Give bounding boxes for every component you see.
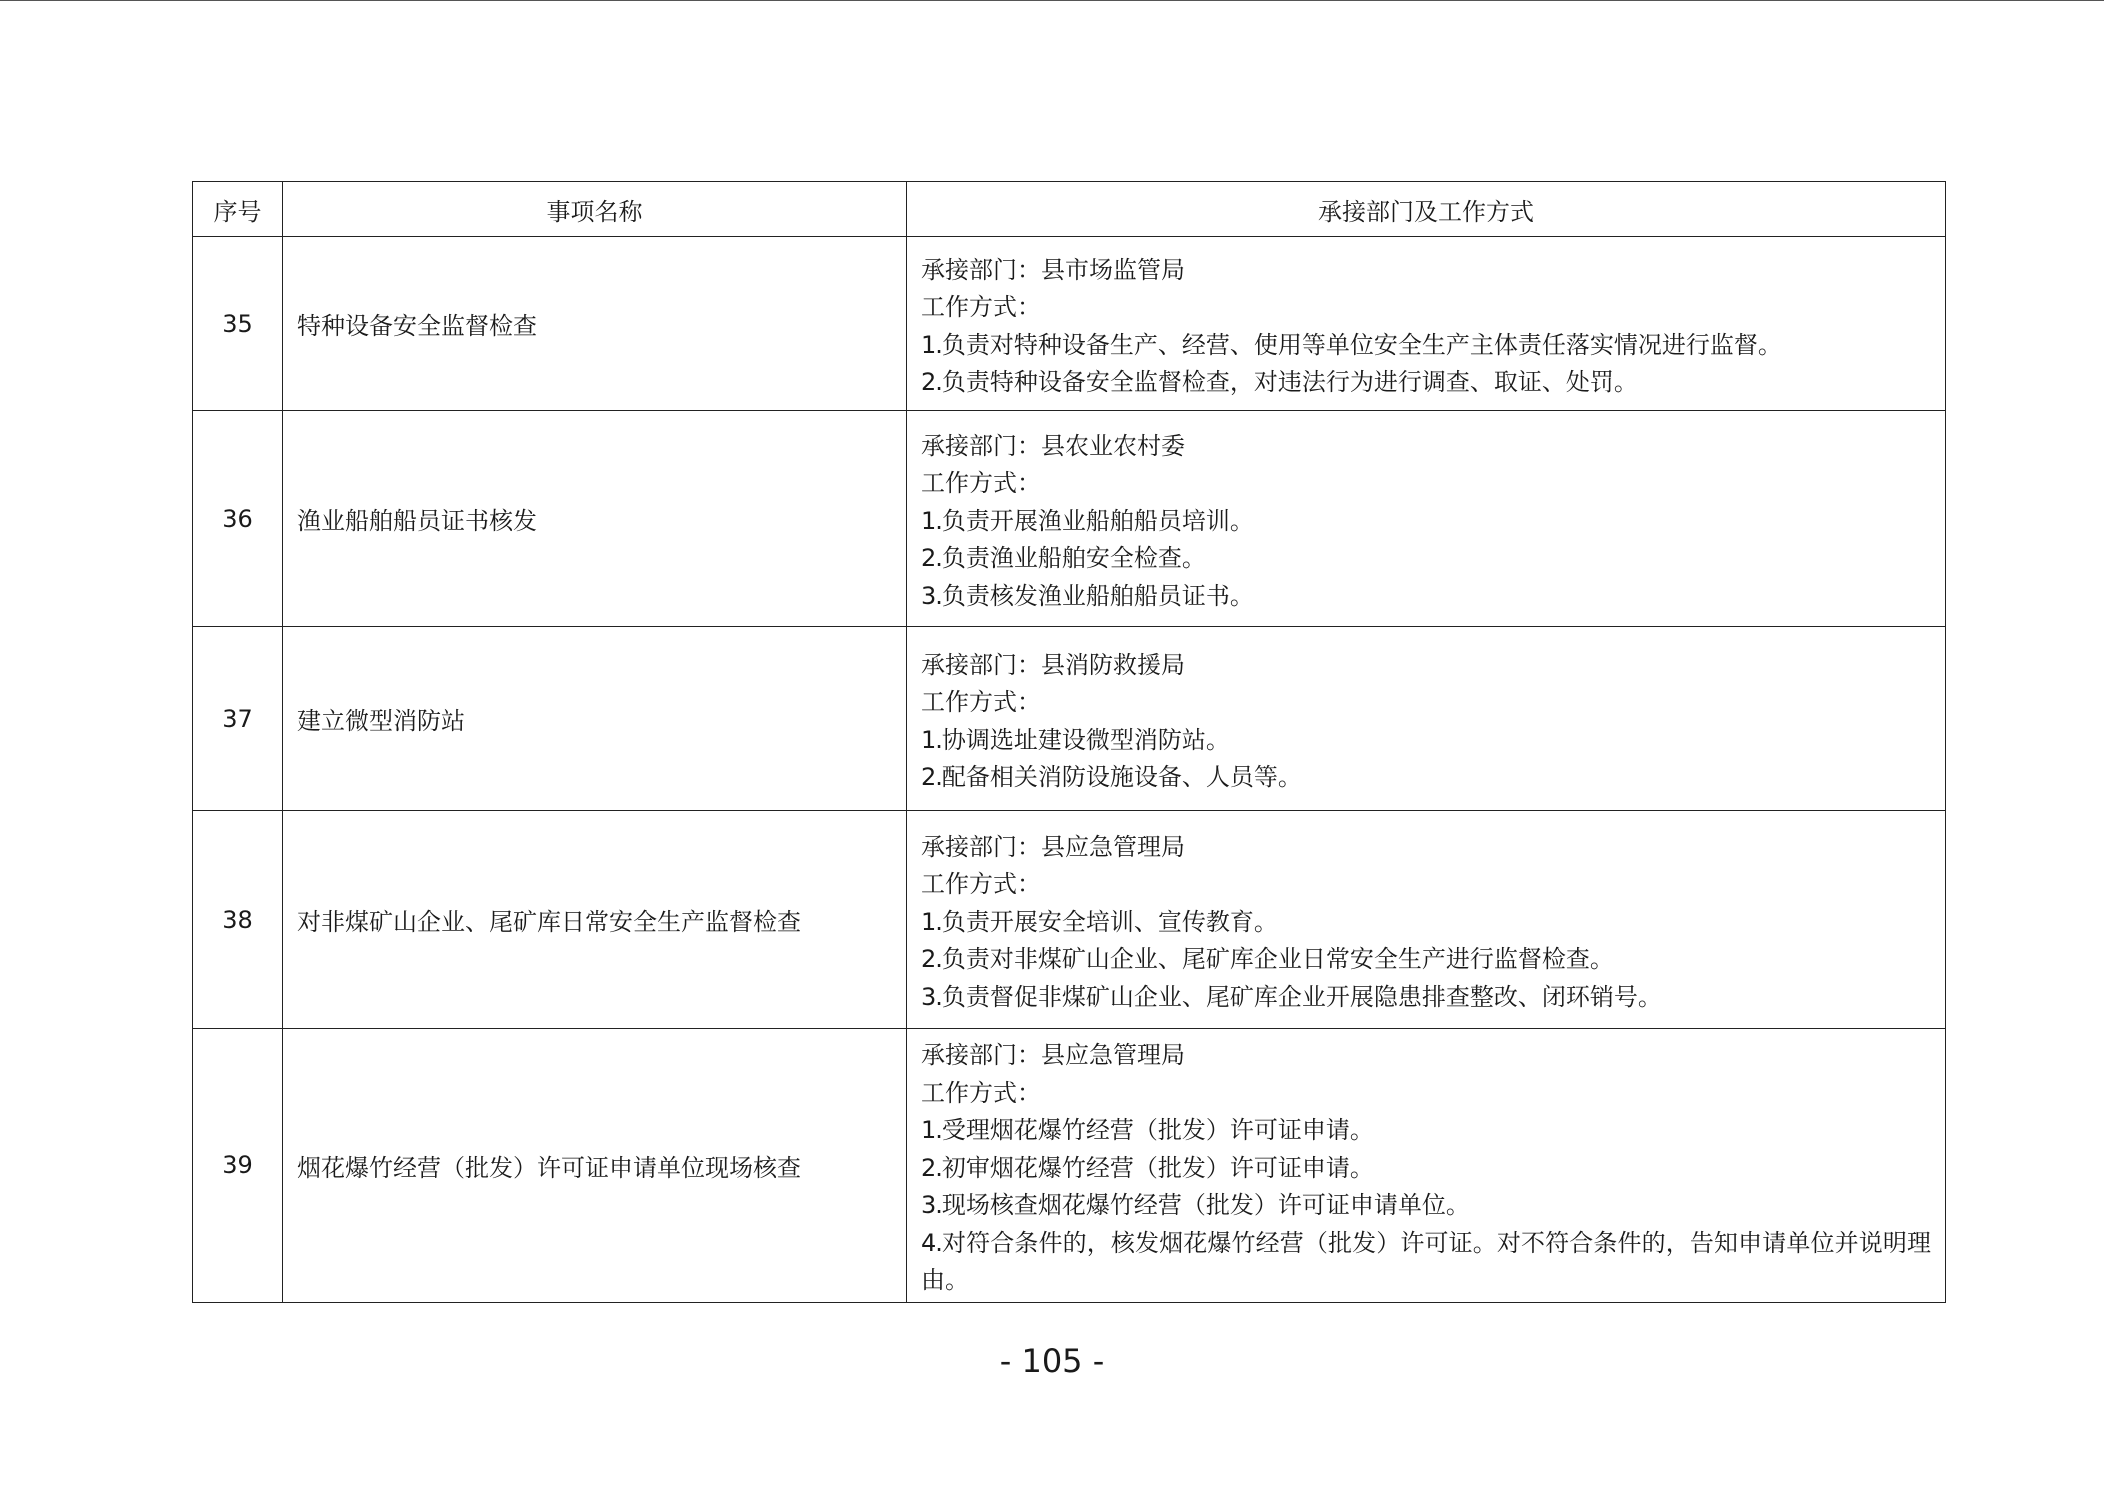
step-number: 2. xyxy=(921,945,942,974)
method-step xyxy=(921,722,1931,760)
row-department-method xyxy=(907,811,1946,1029)
method-label: 工作方式： xyxy=(921,688,1041,716)
step-number: 1. xyxy=(921,1116,942,1144)
method-step xyxy=(921,503,1931,541)
method-step xyxy=(921,1150,1931,1188)
table-row xyxy=(193,237,1946,411)
method-label: 工作方式： xyxy=(921,293,1041,321)
step-text: 负责开展渔业船舶船员培训。 xyxy=(941,506,1254,535)
step-number: 1. xyxy=(921,725,942,754)
department-line: 承接部门：县消防救援局 xyxy=(921,650,1185,679)
step-text: 负责核发渔业船舶船员证书。 xyxy=(941,581,1254,610)
step-text: 协调选址建设微型消防站。 xyxy=(941,725,1230,754)
department-line: 承接部门：县应急管理局 xyxy=(921,1041,1185,1069)
step-text: 负责渔业船舶安全检查。 xyxy=(941,544,1206,573)
step-number: 3. xyxy=(921,581,942,610)
page-top-border xyxy=(0,0,2104,1)
page-number: - 105 - xyxy=(999,1342,1105,1380)
row-item-name: 对非煤矿山企业、尾矿库日常安全生产监督检查 xyxy=(283,811,907,1029)
method-step xyxy=(921,1112,1931,1150)
step-text: 负责督促非煤矿山企业、尾矿库企业开展隐患排查整改、闭环销号。 xyxy=(941,982,1662,1011)
step-text: 现场核查烟花爆竹经营（批发）许可证申请单位。 xyxy=(941,1191,1470,1219)
method-step xyxy=(921,578,1931,616)
table-row xyxy=(193,411,1946,627)
method-step xyxy=(921,364,1931,402)
step-number: 2. xyxy=(921,368,942,396)
step-number: 1. xyxy=(921,907,942,936)
row-serial-number: 35 xyxy=(193,237,283,411)
method-step xyxy=(921,1187,1931,1225)
method-step xyxy=(921,979,1931,1017)
step-number: 3. xyxy=(921,982,942,1011)
step-number: 2. xyxy=(921,1153,942,1182)
row-serial-number: 39 xyxy=(193,1029,283,1303)
step-text: 对符合条件的，核发烟花爆竹经营（批发）许可证。对不符合条件的，告知申请单位并说明理由。 xyxy=(921,1228,1931,1294)
step-number: 2. xyxy=(921,544,942,573)
row-serial-number: 38 xyxy=(193,811,283,1029)
step-text: 负责开展安全培训、宣传教育。 xyxy=(941,907,1278,936)
method-step xyxy=(921,904,1931,942)
items-table xyxy=(192,181,1946,1303)
row-item-name: 渔业船舶船员证书核发 xyxy=(283,411,907,627)
step-text: 初审烟花爆竹经营（批发）许可证申请。 xyxy=(941,1153,1374,1182)
step-text: 负责特种设备安全监督检查，对违法行为进行调查、取证、处罚。 xyxy=(941,368,1638,396)
row-department-method xyxy=(907,237,1946,411)
department-line: 承接部门：县应急管理局 xyxy=(921,832,1185,861)
row-item-name: 建立微型消防站 xyxy=(283,627,907,811)
method-step xyxy=(921,1225,1931,1300)
step-number: 1. xyxy=(921,506,942,535)
row-department-method xyxy=(907,627,1946,811)
step-text: 配备相关消防设施设备、人员等。 xyxy=(941,763,1302,791)
step-text: 负责对非煤矿山企业、尾矿库企业日常安全生产进行监督检查。 xyxy=(941,945,1614,974)
step-number: 3. xyxy=(921,1191,942,1219)
department-line: 承接部门：县农业农村委 xyxy=(921,431,1185,460)
step-number: 1. xyxy=(921,330,942,359)
row-department-method xyxy=(907,1029,1946,1303)
step-number: 4. xyxy=(921,1228,942,1257)
row-item-name: 特种设备安全监督检查 xyxy=(283,237,907,411)
row-item-name: 烟花爆竹经营（批发）许可证申请单位现场核查 xyxy=(283,1029,907,1303)
method-step xyxy=(921,327,1931,365)
table-header-row xyxy=(193,182,1946,237)
table-row xyxy=(193,1029,1946,1303)
step-number: 2. xyxy=(921,763,942,791)
header-serial-number: 序号 xyxy=(193,182,283,237)
department-line: 承接部门：县市场监管局 xyxy=(921,255,1185,284)
method-step xyxy=(921,540,1931,578)
table-row xyxy=(193,627,1946,811)
header-department-method: 承接部门及工作方式 xyxy=(907,182,1946,237)
step-text: 负责对特种设备生产、经营、使用等单位安全生产主体责任落实情况进行监督。 xyxy=(941,330,1782,359)
step-text: 受理烟花爆竹经营（批发）许可证申请。 xyxy=(941,1116,1374,1144)
table-row xyxy=(193,811,1946,1029)
method-label: 工作方式： xyxy=(921,870,1041,899)
method-step xyxy=(921,941,1931,979)
method-label: 工作方式： xyxy=(921,469,1041,498)
row-serial-number: 36 xyxy=(193,411,283,627)
row-serial-number: 37 xyxy=(193,627,283,811)
method-step xyxy=(921,759,1931,797)
row-department-method xyxy=(907,411,1946,627)
header-item-name: 事项名称 xyxy=(283,182,907,237)
method-label: 工作方式： xyxy=(921,1078,1041,1107)
